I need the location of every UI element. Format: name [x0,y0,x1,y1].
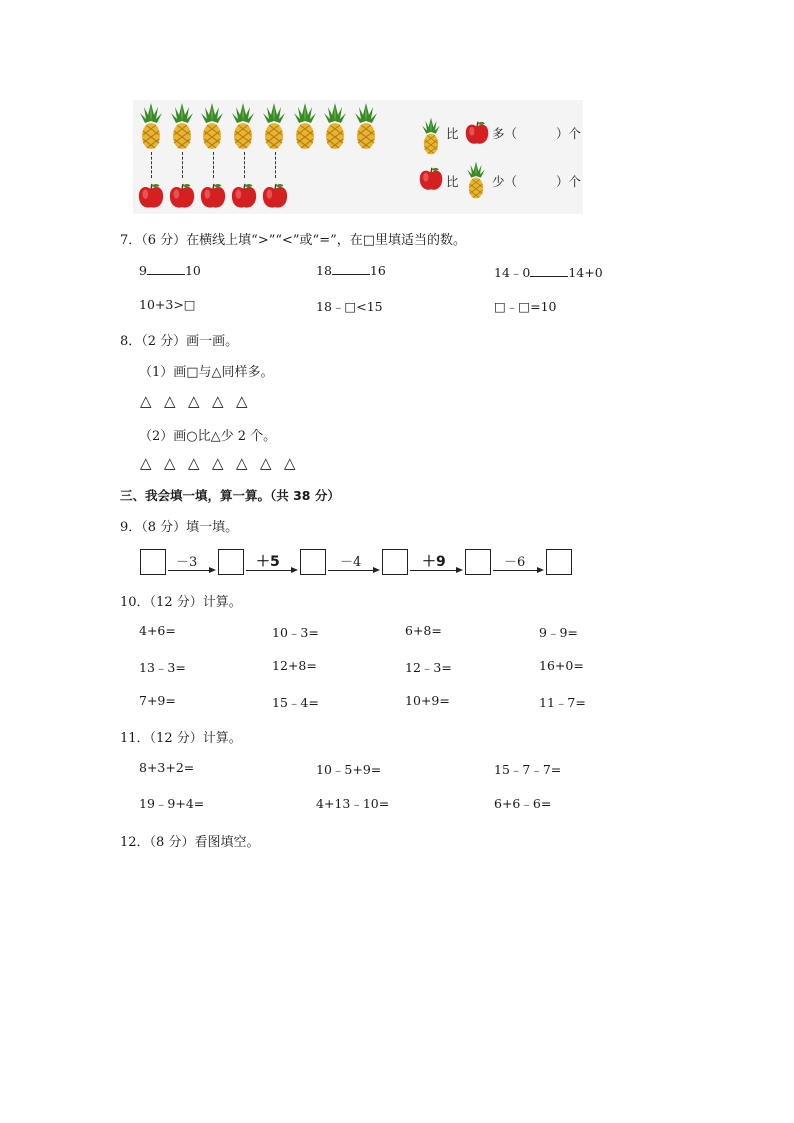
calc-item[interactable]: 8+3+2= [139,760,195,775]
q7-item-4[interactable]: 10+3>□ [139,297,196,312]
triangle-icon: △ [212,454,224,472]
answer-box[interactable] [140,549,166,575]
calc-item[interactable]: 15﹣7﹣7= [494,762,562,777]
compare-shao: 少（ [492,174,518,189]
calc-item[interactable]: 4+6= [139,623,176,638]
apple-icon [137,182,165,210]
calc-item[interactable]: 16+0= [539,658,584,673]
triangle-icon: △ [164,454,176,472]
pineapple-icon [199,101,225,151]
calc-item[interactable]: 10+9= [405,693,450,708]
compare-duo: 多（ [492,126,518,141]
calc-item[interactable]: 10﹣3= [272,625,319,640]
calc-item[interactable]: 15﹣4= [272,695,319,710]
calc-item[interactable]: 12+8= [272,658,317,673]
answer-blank[interactable] [332,263,370,275]
answer-box[interactable] [546,549,572,575]
pineapple-icon [292,101,318,151]
arrow-head [373,567,380,573]
calc-item[interactable]: 11﹣7= [539,695,586,710]
q8-sub1: （1）画□与△同样多。 [139,365,274,380]
pineapple-icon [353,101,379,151]
calc-item[interactable]: 13﹣3= [139,660,186,675]
triangle-icon: △ [188,392,200,410]
q12-title: 12．（8 分）看图填空。 [120,835,260,850]
arrow-line [410,570,457,571]
q7-item-5[interactable]: 18﹣□<15 [316,299,383,314]
apple-icon [418,166,444,192]
pineapple-icon [261,101,287,151]
dashed-connector [213,152,214,178]
calc-item[interactable]: 9﹣9= [539,625,578,640]
dashed-connector [275,152,276,178]
pineapple-icon [138,101,164,151]
q7-item-2: 18 16 [316,263,386,278]
answer-box[interactable] [218,549,244,575]
calc-item[interactable]: 12﹣3= [405,660,452,675]
compare-ge-1[interactable]: ）个 [556,126,582,141]
q9-title: 9．（8 分）填一填。 [120,520,239,535]
answer-box[interactable] [300,549,326,575]
arrow-head [456,567,463,573]
arrow-line [493,570,538,571]
compare-bi-2: 比 [446,174,459,189]
arrow-line [328,570,374,571]
op-label: －3 [176,555,198,570]
dashed-connector [182,152,183,178]
triangle-icon: △ [260,454,272,472]
compare-bi-1: 比 [446,126,459,141]
triangle-icon: △ [236,454,248,472]
answer-blank[interactable] [530,265,568,277]
apple-icon [230,182,258,210]
arrow-head [291,567,298,573]
section-3-title: 三、我会填一填，算一算。（共 38 分） [120,488,340,503]
compare-ge-2[interactable]: ）个 [556,174,582,189]
calc-item[interactable]: 10﹣5+9= [316,762,382,777]
q11-title: 11．（12 分）计算。 [120,731,242,746]
answer-box[interactable] [382,549,408,575]
apple-icon [261,182,289,210]
triangle-icon: △ [284,454,296,472]
pineapple-icon [230,101,256,151]
apple-icon [199,182,227,210]
q7-item-3: 14﹣0 14+0 [494,265,603,280]
op-label: －6 [504,555,526,570]
dashed-connector [151,152,152,178]
op-label: ＋5 [256,554,280,570]
calc-item[interactable]: 4+13﹣10= [316,796,390,811]
apple-icon [464,120,490,146]
calc-item[interactable]: 6+8= [405,623,442,638]
pineapple-icon [465,160,487,200]
op-label: ＋9 [422,554,446,570]
q8-title: 8．（2 分）画一画。 [120,334,239,349]
arrow-head [209,567,216,573]
apple-icon [168,182,196,210]
q8-sub2: （2）画○比△少 2 个。 [139,429,277,444]
arrow-line [168,570,210,571]
q7-title: 7．（6 分）在横线上填“>”“<”或“=”，在□里填适当的数。 [120,233,467,248]
pineapple-icon [322,101,348,151]
triangle-icon: △ [188,454,200,472]
calc-item[interactable]: 7+9= [139,693,176,708]
answer-blank[interactable] [147,263,185,275]
triangle-icon: △ [212,392,224,410]
op-label: －4 [340,555,362,570]
arrow-line [246,570,292,571]
triangle-icon: △ [140,392,152,410]
triangle-icon: △ [164,392,176,410]
triangle-icon: △ [236,392,248,410]
q10-title: 10．（12 分）计算。 [120,595,242,610]
arrow-head [537,567,544,573]
answer-box[interactable] [465,549,491,575]
pineapple-icon [420,116,442,156]
q7-item-1: 9 10 [139,263,201,278]
calc-item[interactable]: 19﹣9+4= [139,796,205,811]
pineapple-icon [169,101,195,151]
dashed-connector [244,152,245,178]
q7-item-6[interactable]: □﹣□=10 [494,299,557,314]
calc-item[interactable]: 6+6﹣6= [494,796,552,811]
triangle-icon: △ [140,454,152,472]
